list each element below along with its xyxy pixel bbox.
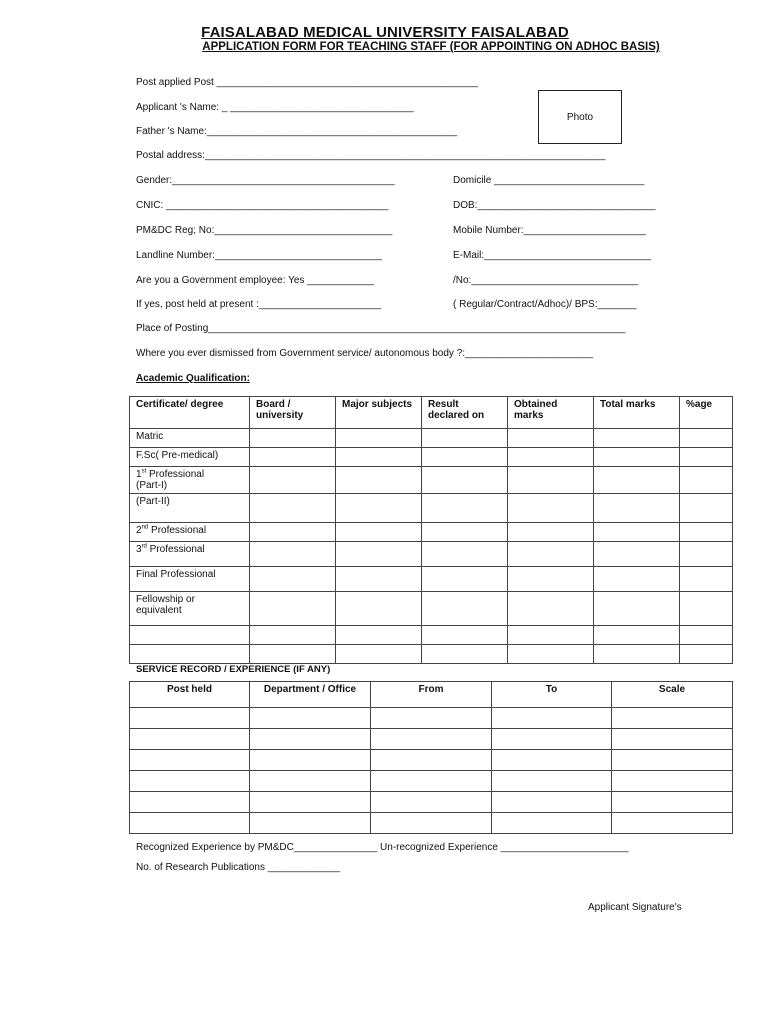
row-label: Fellowship or equivalent: [130, 592, 250, 626]
applicant-signature: Applicant Signature's: [588, 902, 682, 913]
row-label: 3rd Professional: [130, 542, 250, 567]
photo-box[interactable]: [538, 90, 622, 144]
email-field[interactable]: E-Mail:______________________________: [453, 250, 651, 261]
col-major: Major subjects: [336, 397, 422, 429]
col-obtained: Obtained marks: [508, 397, 594, 429]
table-row: [130, 771, 733, 792]
col-certificate: Certificate/ degree: [130, 397, 250, 429]
research-publications-field[interactable]: No. of Research Publications _____________: [136, 862, 341, 873]
domicile-field[interactable]: Domicile ___________________________: [453, 175, 645, 186]
table-row: [130, 626, 733, 645]
col-result: Result declared on: [422, 397, 508, 429]
table-row: [130, 813, 733, 834]
gender-field[interactable]: Gender:________________________________________: [136, 175, 395, 186]
col-to: To: [492, 682, 612, 708]
dob-field[interactable]: DOB:________________________________: [453, 200, 656, 211]
table-row: [130, 494, 733, 523]
table-row: [130, 467, 733, 494]
applicant-name-field[interactable]: Applicant 's Name: _ _________________________________: [136, 102, 414, 113]
post-held-field[interactable]: If yes, post held at present :______________________: [136, 299, 382, 310]
academic-table: [129, 396, 733, 664]
table-row: [130, 592, 733, 626]
table-row: [130, 448, 733, 467]
row-label: 1st Professional (Part-I): [130, 467, 250, 494]
dismissed-field[interactable]: Where you ever dismissed from Government service/ autonomous body ?:_______________________: [136, 348, 593, 359]
col-total: Total marks: [594, 397, 680, 429]
mobile-number-field[interactable]: Mobile Number:______________________: [453, 225, 646, 236]
bps-field[interactable]: ( Regular/Contract/Adhoc)/ BPS:_______: [453, 299, 637, 310]
table-row: [130, 542, 733, 567]
row-label: Matric: [130, 429, 250, 448]
table-row: [130, 708, 733, 729]
col-from: From: [371, 682, 492, 708]
service-record-heading: SERVICE RECORD / EXPERIENCE (IF ANY): [136, 664, 331, 675]
row-label: 2nd Professional: [130, 523, 250, 542]
postal-address-field[interactable]: Postal address:________________________________________________________________________: [136, 150, 606, 161]
academic-header-row: [130, 397, 733, 429]
row-label: (Part-II): [130, 494, 250, 523]
col-percentage: %age: [680, 397, 733, 429]
row-label: F.Sc( Pre-medical): [130, 448, 250, 467]
academic-heading: Academic Qualification:: [136, 373, 250, 384]
col-scale: Scale: [612, 682, 733, 708]
col-post-held: Post held: [130, 682, 250, 708]
recognized-experience-field[interactable]: Recognized Experience by PM&DC_______________ Un-recognized Experience _______________________: [136, 842, 629, 853]
form-subtitle: APPLICATION FORM FOR TEACHING STAFF (FOR APPOINTING ON ADHOC BASIS): [202, 41, 660, 53]
landline-number-field[interactable]: Landline Number:______________________________: [136, 250, 382, 261]
service-record-table: [129, 681, 733, 834]
table-row: [130, 729, 733, 750]
table-row: [130, 645, 733, 664]
post-applied-field[interactable]: Post applied Post _______________________________________________: [136, 77, 478, 88]
university-title: FAISALABAD MEDICAL UNIVERSITY FAISALABAD: [201, 24, 569, 41]
photo-label: Photo: [566, 111, 594, 123]
table-row: [130, 429, 733, 448]
col-department: Department / Office: [250, 682, 371, 708]
table-row: [130, 523, 733, 542]
col-board: Board / university: [250, 397, 336, 429]
father-name-field[interactable]: Father 's Name:_____________________________________________: [136, 126, 458, 137]
place-of-posting-field[interactable]: Place of Posting___________________________________________________________________________: [136, 323, 626, 334]
row-label: Final Professional: [130, 567, 250, 592]
cnic-field[interactable]: CNIC: ________________________________________: [136, 200, 389, 211]
service-header-row: [130, 682, 733, 708]
govt-employee-yes-field[interactable]: Are you a Government employee: Yes ____________: [136, 275, 374, 286]
table-row: [130, 567, 733, 592]
govt-employee-no-field[interactable]: /No:______________________________: [453, 275, 639, 286]
pmdc-reg-field[interactable]: PM&DC Reg; No:________________________________: [136, 225, 393, 236]
table-row: [130, 750, 733, 771]
table-row: [130, 792, 733, 813]
